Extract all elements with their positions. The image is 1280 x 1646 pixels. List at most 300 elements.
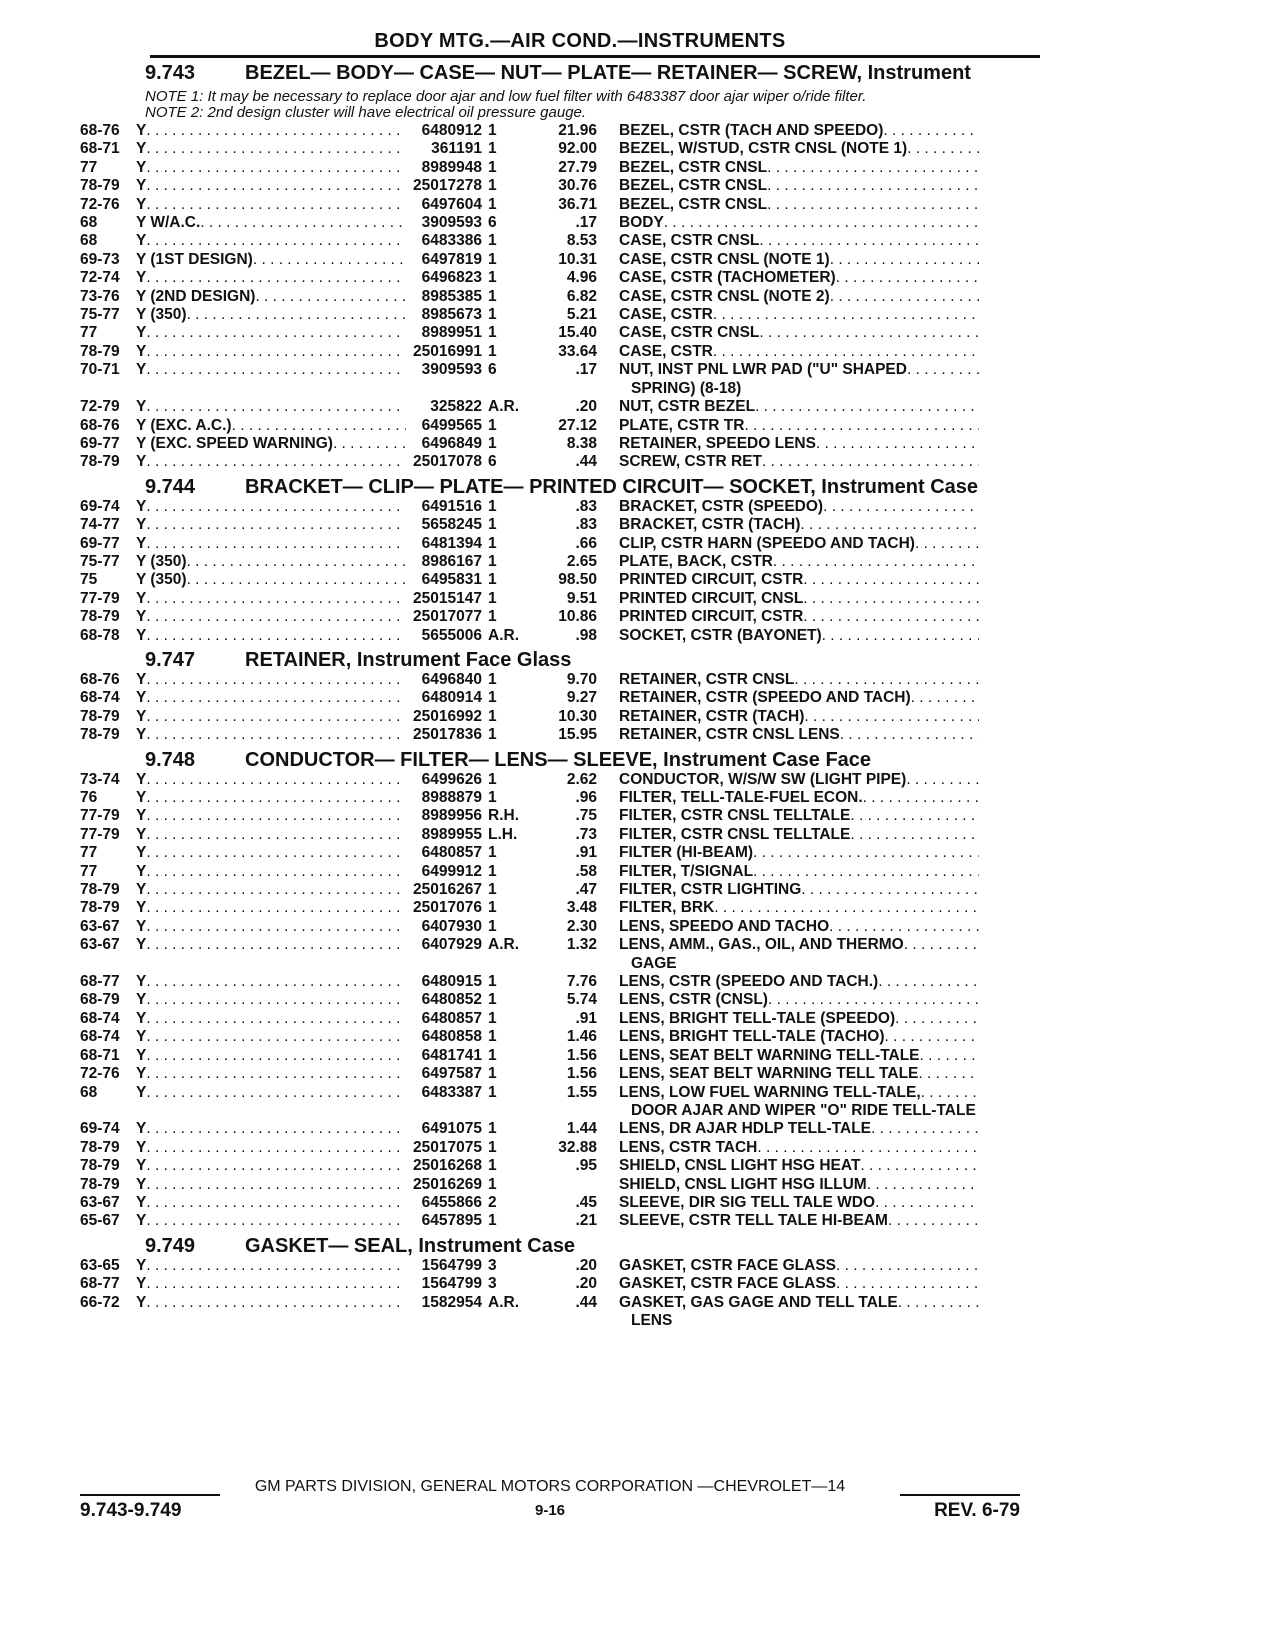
body-type-text: Y bbox=[136, 398, 147, 416]
leader-dots bbox=[146, 269, 406, 287]
body-type-text: Y bbox=[136, 1120, 147, 1138]
description-text: CASE, CSTR bbox=[619, 342, 713, 360]
model-years: 78-79 bbox=[80, 1175, 120, 1193]
price: 98.50 bbox=[558, 571, 597, 589]
price: 1.32 bbox=[566, 936, 597, 954]
description-text: PLATE, BACK, CSTR bbox=[619, 552, 773, 570]
section-note: NOTE 1: It may be necessary to replace door ajar and low fuel filter with 6483387 door ajar wiper o/ride filter. bbox=[145, 88, 867, 105]
leader-dots bbox=[146, 689, 406, 707]
description bbox=[619, 1157, 979, 1175]
leader-dots bbox=[146, 361, 406, 398]
body-type bbox=[136, 608, 406, 626]
price: 1.46 bbox=[566, 1028, 597, 1046]
description bbox=[619, 251, 979, 269]
part-row bbox=[80, 771, 1040, 789]
leader-dots bbox=[146, 1084, 406, 1121]
leader-dots bbox=[146, 343, 406, 361]
price: .73 bbox=[575, 825, 597, 843]
catalog-section bbox=[80, 64, 1040, 472]
part-row bbox=[80, 571, 1040, 589]
description-text: LENS, SEAT BELT WARNING TELL-TALE bbox=[619, 1046, 920, 1064]
body-type-text: Y bbox=[136, 899, 147, 917]
part-number: 6481394 bbox=[421, 534, 482, 552]
quantity: 1 bbox=[488, 416, 497, 434]
part-row bbox=[80, 324, 1040, 342]
model-years: 77 bbox=[80, 158, 98, 176]
body-type-text: Y bbox=[136, 608, 147, 626]
quantity: 1 bbox=[488, 1083, 497, 1101]
description-line bbox=[619, 918, 979, 936]
body-type-text: Y bbox=[136, 991, 147, 1009]
description-line bbox=[619, 936, 979, 954]
model-years: 78-79 bbox=[80, 726, 120, 744]
quantity: 1 bbox=[488, 158, 497, 176]
leader-dots bbox=[714, 899, 979, 917]
part-number: 25015147 bbox=[413, 589, 482, 607]
part-number: 6480915 bbox=[421, 973, 482, 991]
part-row bbox=[80, 627, 1040, 645]
price: 5.21 bbox=[566, 306, 597, 324]
model-years: 63-67 bbox=[80, 936, 120, 954]
model-years: 77 bbox=[80, 844, 98, 862]
price: 10.86 bbox=[558, 608, 597, 626]
body-type bbox=[136, 826, 406, 844]
quantity: 1 bbox=[488, 608, 497, 626]
section-title: RETAINER, Instrument Face Glass bbox=[245, 648, 572, 671]
description bbox=[619, 671, 979, 689]
description-line bbox=[619, 361, 979, 379]
section-heading bbox=[145, 64, 1040, 83]
description bbox=[619, 807, 979, 825]
leader-dots bbox=[187, 571, 406, 589]
description bbox=[619, 1065, 979, 1083]
description bbox=[619, 498, 979, 516]
leader-dots bbox=[803, 571, 979, 589]
price: .96 bbox=[575, 789, 597, 806]
part-row bbox=[80, 417, 1040, 435]
part-row bbox=[80, 1294, 1040, 1331]
leader-dots bbox=[146, 899, 406, 917]
model-years: 77-79 bbox=[80, 589, 120, 607]
price: 27.12 bbox=[558, 416, 597, 434]
description-text: FILTER, TELL-TALE-FUEL ECON. bbox=[619, 789, 863, 806]
description-text: SHIELD, CNSL LIGHT HSG ILLUM bbox=[619, 1175, 867, 1193]
price: 36.71 bbox=[558, 195, 597, 213]
description-text: GASKET, GAS GAGE AND TELL TALE bbox=[619, 1293, 898, 1311]
model-years: 68-77 bbox=[80, 973, 120, 991]
body-type-text: Y bbox=[136, 497, 147, 515]
description-line bbox=[619, 498, 979, 516]
description-text: FILTER, CSTR CNSL TELLTALE bbox=[619, 807, 851, 825]
part-row bbox=[80, 807, 1040, 825]
leader-dots bbox=[830, 288, 979, 306]
description-line bbox=[619, 1084, 979, 1102]
part-row bbox=[80, 453, 1040, 471]
part-row bbox=[80, 269, 1040, 287]
catalog-section bbox=[80, 475, 1040, 645]
leader-dots bbox=[744, 417, 979, 435]
part-row bbox=[80, 1047, 1040, 1065]
leader-dots bbox=[773, 553, 979, 571]
quantity: 1 bbox=[488, 342, 497, 360]
price: .47 bbox=[575, 881, 597, 899]
model-years: 74-77 bbox=[80, 516, 120, 534]
description bbox=[619, 1010, 979, 1028]
part-number: 25017077 bbox=[413, 608, 482, 626]
body-type-text: Y bbox=[136, 140, 147, 158]
leader-dots bbox=[146, 608, 406, 626]
leader-dots bbox=[146, 140, 406, 158]
description-line bbox=[619, 1257, 979, 1275]
model-years: 68-74 bbox=[80, 1009, 120, 1027]
leader-dots bbox=[146, 516, 406, 534]
leader-dots bbox=[871, 1120, 979, 1138]
model-years: 77-79 bbox=[80, 825, 120, 843]
leader-dots bbox=[146, 789, 406, 807]
part-row bbox=[80, 708, 1040, 726]
model-years: 78-79 bbox=[80, 342, 120, 360]
model-years: 69-77 bbox=[80, 534, 120, 552]
model-years: 72-76 bbox=[80, 1065, 120, 1083]
part-number: 6499626 bbox=[421, 770, 482, 788]
body-type-text: Y bbox=[136, 158, 147, 176]
body-type bbox=[136, 590, 406, 608]
body-type bbox=[136, 973, 406, 991]
leader-dots bbox=[867, 1176, 979, 1194]
parts-list bbox=[80, 122, 1040, 472]
body-type bbox=[136, 918, 406, 936]
part-row bbox=[80, 863, 1040, 881]
description-line bbox=[619, 1212, 979, 1230]
description bbox=[619, 324, 979, 342]
description-text: RETAINER, SPEEDO LENS bbox=[619, 434, 816, 452]
quantity: 1 bbox=[488, 497, 497, 515]
part-number: 325822 bbox=[430, 398, 482, 416]
leader-dots bbox=[762, 453, 979, 471]
leader-dots bbox=[836, 269, 979, 287]
part-number: 8989955 bbox=[421, 825, 482, 843]
part-number: 1564799 bbox=[421, 1275, 482, 1293]
body-type-text: Y bbox=[136, 195, 147, 213]
model-years: 78-79 bbox=[80, 881, 120, 899]
model-years: 68-74 bbox=[80, 1028, 120, 1046]
model-years: 78-79 bbox=[80, 899, 120, 917]
description-text: SLEEVE, CSTR TELL TALE HI-BEAM bbox=[619, 1212, 888, 1230]
part-number: 6480852 bbox=[421, 991, 482, 1009]
quantity: 1 bbox=[488, 789, 497, 806]
price: 33.64 bbox=[558, 342, 597, 360]
description bbox=[619, 1028, 979, 1046]
description-line bbox=[619, 1157, 979, 1175]
price: 2.65 bbox=[566, 552, 597, 570]
leader-dots bbox=[840, 726, 979, 744]
description bbox=[619, 343, 979, 361]
description-line bbox=[619, 807, 979, 825]
quantity: 1 bbox=[488, 1175, 497, 1193]
part-row bbox=[80, 991, 1040, 1009]
part-row bbox=[80, 1275, 1040, 1293]
description-text: BEZEL, W/STUD, CSTR CNSL (NOTE 1) bbox=[619, 140, 908, 158]
body-type-text: Y (EXC. SPEED WARNING) bbox=[136, 434, 333, 452]
quantity: 1 bbox=[488, 991, 497, 1009]
description-text: RETAINER, CSTR (SPEEDO AND TACH) bbox=[619, 689, 911, 707]
part-number: 25016269 bbox=[413, 1175, 482, 1193]
leader-dots bbox=[146, 726, 406, 744]
body-type-text: Y (350) bbox=[136, 552, 187, 570]
section-heading bbox=[145, 648, 1040, 671]
description bbox=[619, 306, 979, 324]
description-text: BRACKET, CSTR (TACH) bbox=[619, 516, 801, 534]
body-type bbox=[136, 1065, 406, 1083]
part-row bbox=[80, 608, 1040, 626]
description-line bbox=[619, 1047, 979, 1065]
leader-dots bbox=[816, 435, 979, 453]
title-rule bbox=[150, 55, 1040, 58]
body-type bbox=[136, 553, 406, 571]
part-number: 6497587 bbox=[421, 1065, 482, 1083]
description bbox=[619, 1275, 979, 1293]
leader-dots bbox=[146, 1065, 406, 1083]
body-type-text: Y bbox=[136, 1138, 147, 1156]
part-row bbox=[80, 1212, 1040, 1230]
body-type-text: Y bbox=[136, 177, 147, 195]
leader-dots bbox=[768, 991, 979, 1009]
leader-dots bbox=[146, 324, 406, 342]
body-type-text: Y bbox=[136, 1293, 147, 1311]
quantity: 1 bbox=[488, 177, 497, 195]
leader-dots bbox=[146, 122, 406, 140]
description-line bbox=[619, 453, 979, 471]
body-type-text: Y bbox=[136, 589, 147, 607]
part-row bbox=[80, 1120, 1040, 1138]
quantity: 1 bbox=[488, 1212, 497, 1230]
description-line bbox=[619, 535, 979, 553]
footer-revision: REV. 6-79 bbox=[934, 1500, 1020, 1521]
model-years: 63-67 bbox=[80, 917, 120, 935]
quantity: 1 bbox=[488, 707, 497, 725]
description-text: LENS, SEAT BELT WARNING TELL TALE bbox=[619, 1065, 919, 1083]
part-number: 8986167 bbox=[421, 552, 482, 570]
description bbox=[619, 899, 979, 917]
part-number: 25017836 bbox=[413, 726, 482, 744]
description bbox=[619, 269, 979, 287]
body-type bbox=[136, 232, 406, 250]
leader-dots bbox=[146, 826, 406, 844]
description-text: LENS, BRIGHT TELL-TALE (SPEEDO) bbox=[619, 1009, 896, 1027]
quantity: L.H. bbox=[488, 825, 518, 843]
body-type bbox=[136, 1028, 406, 1046]
part-number: 6455866 bbox=[421, 1193, 482, 1211]
price: .44 bbox=[575, 453, 597, 471]
quantity: 1 bbox=[488, 589, 497, 607]
price: 15.40 bbox=[558, 324, 597, 342]
leader-dots bbox=[146, 863, 406, 881]
price: 10.30 bbox=[558, 707, 597, 725]
description-text: BEZEL, CSTR CNSL bbox=[619, 158, 768, 176]
description-line bbox=[619, 232, 979, 250]
part-row bbox=[80, 881, 1040, 899]
body-type-text: Y bbox=[136, 453, 147, 471]
leader-dots bbox=[803, 608, 979, 626]
part-number: 6457895 bbox=[421, 1212, 482, 1230]
quantity: 1 bbox=[488, 899, 497, 917]
model-years: 77 bbox=[80, 324, 98, 342]
leader-dots bbox=[911, 689, 979, 707]
body-type bbox=[136, 122, 406, 140]
body-type-text: Y bbox=[136, 936, 147, 954]
leader-dots bbox=[146, 590, 406, 608]
description-text: BEZEL, CSTR CNSL bbox=[619, 195, 768, 213]
section-heading bbox=[145, 475, 1040, 498]
catalog-section bbox=[80, 648, 1040, 745]
body-type-text: Y (350) bbox=[136, 306, 187, 324]
leader-dots bbox=[794, 671, 979, 689]
section-note: NOTE 2: 2nd design cluster will have electrical oil pressure gauge. bbox=[145, 104, 587, 121]
description bbox=[619, 177, 979, 195]
part-number: 1582954 bbox=[421, 1293, 482, 1311]
description bbox=[619, 435, 979, 453]
leader-dots bbox=[836, 1275, 979, 1293]
leader-dots bbox=[884, 1028, 979, 1046]
leader-dots bbox=[146, 771, 406, 789]
price bbox=[534, 1176, 619, 1194]
description-line bbox=[619, 1010, 979, 1028]
description-text: CASE, CSTR (TACHOMETER) bbox=[619, 269, 836, 287]
body-type-text: Y (EXC. A.C.) bbox=[136, 416, 232, 434]
model-years: 70-71 bbox=[80, 361, 120, 379]
model-years: 68-76 bbox=[80, 122, 120, 139]
leader-dots bbox=[146, 498, 406, 516]
part-number: 361191 bbox=[431, 140, 482, 158]
leader-dots bbox=[664, 214, 979, 232]
body-type-text: Y bbox=[136, 670, 147, 688]
price: .83 bbox=[575, 497, 597, 515]
part-row bbox=[80, 1139, 1040, 1157]
part-row bbox=[80, 214, 1040, 232]
body-type-text: Y bbox=[136, 122, 147, 139]
body-type bbox=[136, 324, 406, 342]
model-years: 68 bbox=[80, 1083, 98, 1101]
leader-dots bbox=[860, 1157, 979, 1175]
quantity: 6 bbox=[488, 453, 497, 471]
description-text: PRINTED CIRCUIT, CNSL bbox=[619, 589, 804, 607]
leader-dots bbox=[907, 140, 979, 158]
description bbox=[619, 159, 979, 177]
section-number: 9.743 bbox=[145, 62, 196, 84]
leader-dots bbox=[850, 826, 979, 844]
body-type bbox=[136, 671, 406, 689]
leader-dots bbox=[850, 807, 979, 825]
quantity: 1 bbox=[488, 689, 497, 707]
description-line bbox=[619, 726, 979, 744]
part-number: 6495831 bbox=[421, 571, 482, 589]
description-text: CASE, CSTR CNSL (NOTE 2) bbox=[619, 287, 830, 305]
price: 6.82 bbox=[566, 287, 597, 305]
description-text: FILTER (HI-BEAM) bbox=[619, 844, 754, 862]
description bbox=[619, 991, 979, 1009]
leader-dots bbox=[888, 1212, 979, 1230]
catalog-section bbox=[80, 748, 1040, 1231]
description-text: CONDUCTOR, W/S/W SW (LIGHT PIPE) bbox=[619, 770, 907, 788]
part-number: 25017076 bbox=[413, 899, 482, 917]
description-text: SLEEVE, DIR SIG TELL TALE WDO bbox=[619, 1193, 876, 1211]
leader-dots bbox=[146, 881, 406, 899]
part-number: 25017078 bbox=[413, 453, 482, 471]
part-row bbox=[80, 1065, 1040, 1083]
quantity: 1 bbox=[488, 552, 497, 570]
leader-dots bbox=[146, 1120, 406, 1138]
model-years: 78-79 bbox=[80, 453, 120, 471]
part-number: 6480858 bbox=[421, 1028, 482, 1046]
description bbox=[619, 516, 979, 534]
leader-dots bbox=[921, 1084, 979, 1102]
description-text: LENS, SPEEDO AND TACHO bbox=[619, 917, 830, 935]
body-type bbox=[136, 498, 406, 516]
leader-dots bbox=[146, 1139, 406, 1157]
body-type bbox=[136, 726, 406, 744]
price: .58 bbox=[575, 862, 597, 880]
price: 5.74 bbox=[566, 991, 597, 1009]
description-continuation: GAGE bbox=[631, 954, 677, 972]
description bbox=[619, 1194, 979, 1212]
description-line bbox=[619, 140, 979, 158]
model-years: 68 bbox=[80, 232, 98, 250]
leader-dots bbox=[753, 863, 979, 881]
part-row bbox=[80, 140, 1040, 158]
description-text: GASKET, CSTR FACE GLASS bbox=[619, 1275, 837, 1293]
body-type bbox=[136, 1139, 406, 1157]
section-number: 9.744 bbox=[145, 475, 196, 498]
model-years: 75 bbox=[80, 571, 98, 589]
price: .17 bbox=[575, 361, 597, 379]
leader-dots bbox=[755, 398, 979, 416]
quantity: 1 bbox=[488, 306, 497, 324]
description-line bbox=[619, 159, 979, 177]
body-type-text: Y (1ST DESIGN) bbox=[136, 250, 253, 268]
body-type-text: Y bbox=[136, 881, 147, 899]
part-number: 25016991 bbox=[413, 342, 482, 360]
leader-dots bbox=[146, 844, 406, 862]
body-type-text: Y bbox=[136, 844, 147, 862]
description bbox=[619, 535, 979, 553]
price: 9.51 bbox=[566, 589, 597, 607]
body-type bbox=[136, 361, 406, 398]
leader-dots bbox=[767, 177, 979, 195]
price: .45 bbox=[575, 1193, 597, 1211]
price: .21 bbox=[575, 1212, 597, 1230]
part-number: 6496849 bbox=[421, 434, 482, 452]
body-type bbox=[136, 288, 406, 306]
body-type bbox=[136, 1120, 406, 1138]
part-number: 8989948 bbox=[421, 158, 482, 176]
description-line bbox=[619, 771, 979, 789]
part-number: 6483387 bbox=[421, 1083, 482, 1101]
body-type bbox=[136, 1294, 406, 1331]
section-title: CONDUCTOR— FILTER— LENS— SLEEVE, Instrument Case Face bbox=[245, 748, 872, 771]
description-text: LENS, DR AJAR HDLP TELL-TALE bbox=[619, 1120, 872, 1138]
footer-page-number: 9-16 bbox=[534, 1502, 566, 1519]
description-line bbox=[619, 826, 979, 844]
section-number: 9.749 bbox=[145, 1234, 196, 1257]
leader-dots bbox=[255, 288, 406, 306]
body-type bbox=[136, 936, 406, 973]
description bbox=[619, 196, 979, 214]
body-type-text: Y bbox=[136, 789, 147, 806]
part-row bbox=[80, 1194, 1040, 1212]
description bbox=[619, 453, 979, 471]
body-type bbox=[136, 881, 406, 899]
description-line bbox=[619, 899, 979, 917]
